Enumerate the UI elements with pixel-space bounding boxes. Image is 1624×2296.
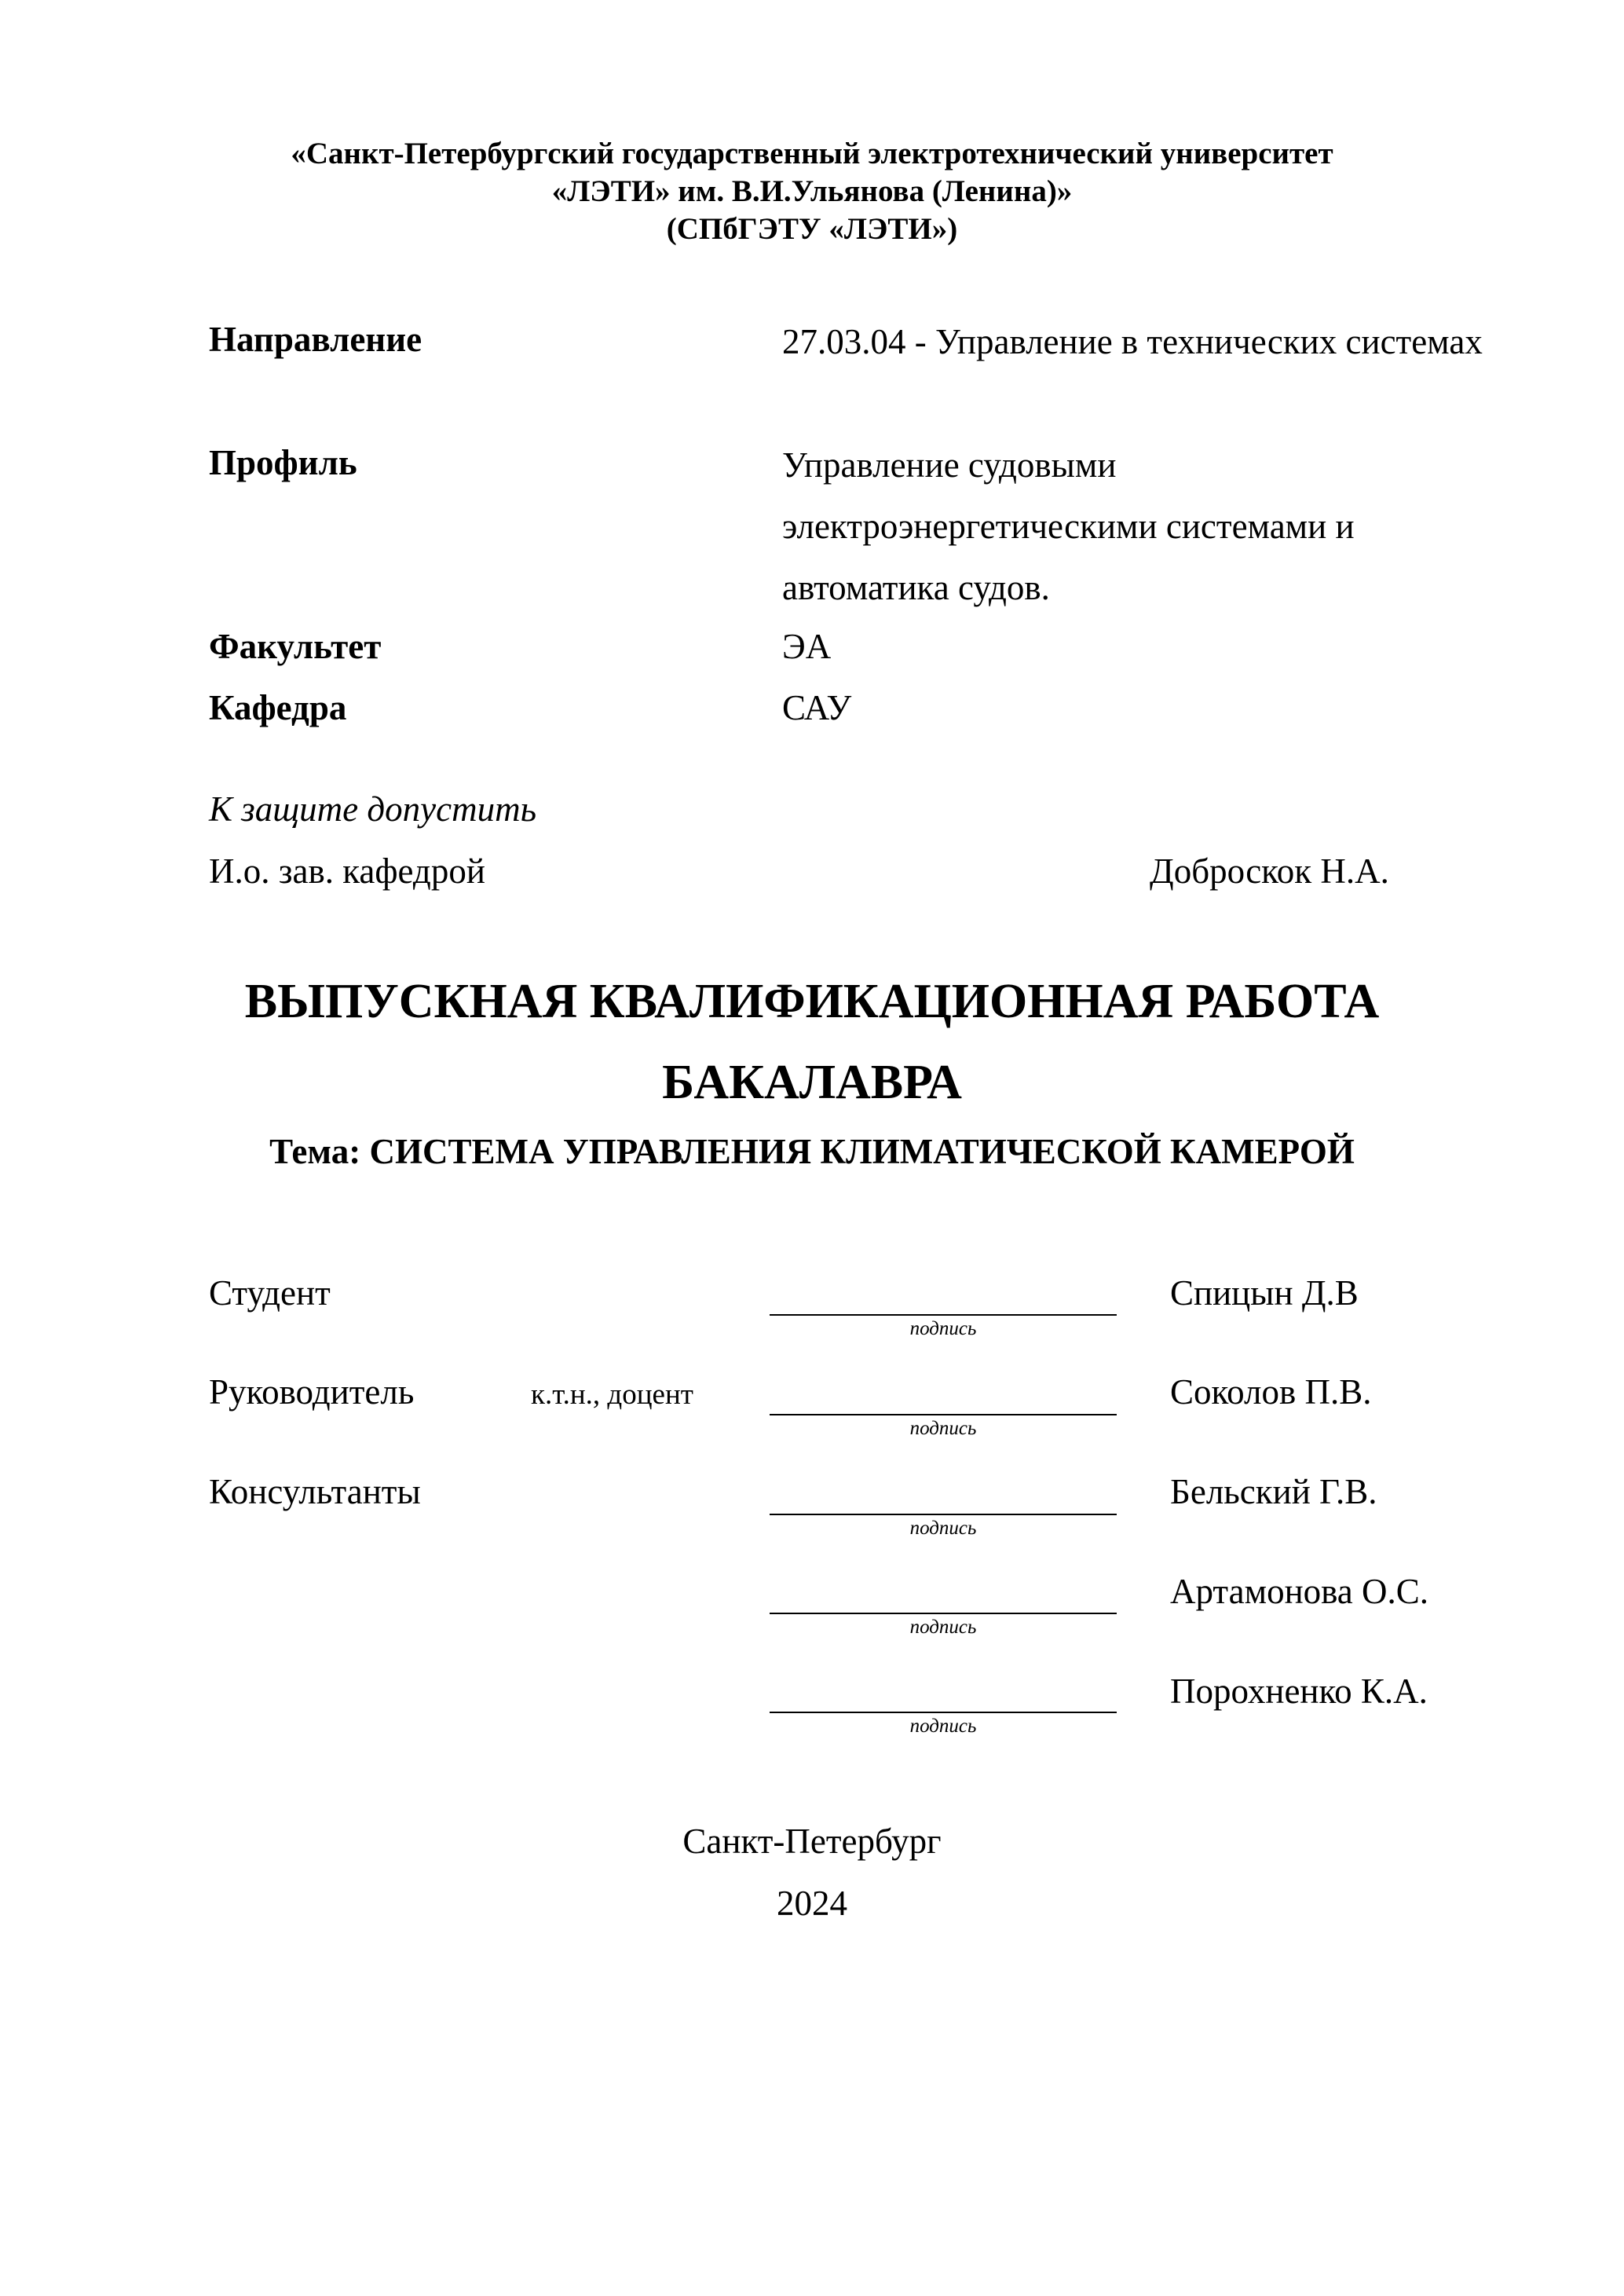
- university-name-line1: «Санкт-Петербургский государственный электротехнический университет: [291, 137, 1333, 170]
- field-value-department: САУ: [782, 688, 852, 727]
- thesis-title-line1: ВЫПУСКНАЯ КВАЛИФИКАЦИОННАЯ РАБОТА: [244, 975, 1380, 1028]
- signature-caption: подпись: [909, 1617, 977, 1638]
- signature-line: [770, 1712, 1117, 1713]
- signature-role: Консультанты: [209, 1472, 421, 1511]
- field-label-faculty: Факультет: [209, 627, 382, 666]
- signature-name: Соколов П.В.: [1170, 1372, 1372, 1412]
- footer-year: 2024: [777, 1884, 847, 1923]
- field-value-direction: 27.03.04 - Управление в технических системах: [782, 322, 1483, 361]
- signature-name: Спицын Д.В: [1170, 1273, 1359, 1313]
- field-label-profile: Профиль: [209, 443, 357, 482]
- signature-caption: подпись: [909, 1418, 977, 1439]
- thesis-theme: Тема: СИСТЕМА УПРАВЛЕНИЯ КЛИМАТИЧЕСКОЙ КАМЕРОЙ: [269, 1132, 1355, 1171]
- signature-line: [770, 1414, 1117, 1415]
- signature-degree: к.т.н., доцент: [531, 1379, 693, 1411]
- signature-caption: подпись: [909, 1716, 977, 1737]
- admission-note: К защите допустить: [209, 789, 537, 829]
- signature-line: [770, 1613, 1117, 1614]
- signature-role: Руководитель: [209, 1372, 415, 1412]
- signature-caption: подпись: [909, 1518, 977, 1539]
- signature-name: Бельский Г.В.: [1170, 1472, 1377, 1511]
- university-name-line2: «ЛЭТИ» им. В.И.Ульянова (Ленина)»: [551, 174, 1073, 208]
- signature-line: [770, 1514, 1117, 1515]
- signature-name: Артамонова О.С.: [1170, 1572, 1429, 1611]
- signature-line: [770, 1314, 1117, 1316]
- thesis-title-line2: БАКАЛАВРА: [662, 1056, 962, 1109]
- admission-role: И.о. зав. кафедрой: [209, 851, 485, 891]
- signature-role: Студент: [209, 1273, 331, 1313]
- field-label-department: Кафедра: [209, 688, 347, 727]
- admission-name: Доброскок Н.А.: [1150, 851, 1389, 891]
- footer-city: Санкт-Петербург: [682, 1822, 942, 1861]
- field-value-faculty: ЭА: [782, 627, 832, 666]
- signature-caption: подпись: [909, 1318, 977, 1339]
- signature-name: Порохненко К.А.: [1170, 1672, 1428, 1711]
- field-label-direction: Направление: [209, 320, 422, 359]
- university-abbr: (СПбГЭТУ «ЛЭТИ»): [666, 212, 958, 246]
- field-value-profile: Управление судовыми электроэнергетическими системами и автоматика судов.: [782, 445, 1355, 607]
